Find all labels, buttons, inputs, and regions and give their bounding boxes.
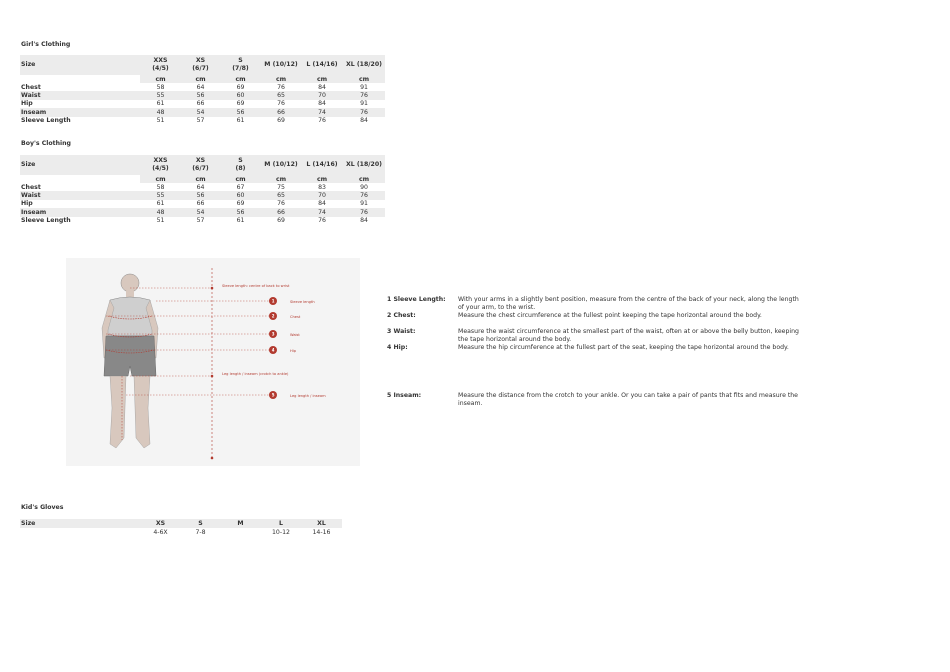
kids-gloves-title: Kid's Gloves: [21, 504, 64, 511]
value-cell: 10-12: [261, 528, 301, 537]
size-header: XL (18/20): [343, 55, 385, 75]
value-cell: 55: [140, 91, 181, 99]
value-cell: 57: [196, 217, 205, 225]
value-cell: 56: [181, 91, 220, 99]
instruction-text: Measure the hip circumference at the fullest part of the seat, keeping the tape horizontal around the body.: [458, 344, 789, 351]
svg-text:Leg length / inseam: Leg length / inseam: [290, 394, 326, 398]
size-header: XL (18/20): [343, 155, 385, 175]
unit-cell: cm: [343, 175, 385, 183]
value-cell: 56: [181, 191, 220, 199]
value-cell: 4-6X: [140, 528, 181, 537]
value-cell: 75: [277, 183, 285, 191]
table-header-row: [20, 155, 385, 175]
value-cell: [220, 528, 261, 537]
svg-text:3: 3: [271, 331, 275, 337]
value-cell: 66: [261, 208, 301, 216]
size-header: XS (6/7): [181, 55, 220, 75]
table-row: [20, 208, 385, 216]
instruction-key: 3 Waist:: [387, 328, 416, 335]
value-cell: 61: [156, 200, 165, 208]
boys-clothing-title: Boy's Clothing: [21, 140, 71, 147]
svg-text:Sleeve length: Sleeve length: [290, 300, 315, 304]
value-cell: 84: [360, 217, 368, 225]
value-cell: 76: [343, 191, 385, 199]
value-cell: 76: [318, 117, 326, 125]
table-header-row: [20, 55, 385, 75]
svg-text:Hip: Hip: [290, 349, 296, 353]
value-cell: 76: [277, 200, 285, 208]
value-cell: 76: [343, 91, 385, 99]
size-header: L (14/16): [301, 155, 343, 175]
value-cell: 83: [318, 183, 326, 191]
unit-cell: cm: [261, 175, 301, 183]
value-cell: 84: [318, 100, 326, 108]
row-label: Hip: [21, 100, 33, 108]
units-row: [20, 175, 385, 183]
row-label: Waist: [20, 91, 140, 99]
size-header: M (10/12): [261, 155, 301, 175]
girls-clothing-title: Girl's Clothing: [21, 41, 71, 48]
svg-text:5: 5: [271, 392, 275, 398]
value-cell: 69: [236, 100, 245, 108]
size-header: S (8): [220, 155, 261, 175]
value-cell: 91: [360, 100, 368, 108]
unit-cell: cm: [301, 75, 343, 83]
size-header: L: [261, 519, 301, 528]
value-cell: 60: [220, 191, 261, 199]
table-row: [20, 217, 385, 225]
table-row: [20, 183, 385, 191]
value-cell: 76: [343, 108, 385, 116]
size-header: XXS (4/5): [140, 155, 181, 175]
value-cell: 69: [236, 83, 245, 91]
value-cell: 65: [261, 191, 301, 199]
marker-2: [269, 312, 301, 320]
value-cell: 91: [360, 83, 368, 91]
size-header: L (14/16): [301, 55, 343, 75]
value-cell: 90: [360, 183, 368, 191]
svg-text:2: 2: [271, 313, 275, 319]
unit-cell: cm: [220, 75, 261, 83]
table-row: [20, 200, 385, 208]
svg-text:Chest: Chest: [290, 315, 301, 319]
gloves-size-table: [20, 519, 342, 537]
table-header-row: [20, 519, 342, 528]
value-cell: 48: [140, 208, 181, 216]
value-cell: 58: [156, 183, 165, 191]
marker-4: [269, 346, 297, 354]
units-row: [20, 75, 385, 83]
instruction-key: 2 Chest:: [387, 312, 416, 319]
value-cell: 76: [318, 217, 326, 225]
value-cell: 70: [301, 191, 343, 199]
row-label: Sleeve Length: [21, 217, 71, 225]
value-cell: 61: [236, 217, 245, 225]
instruction-text: Measure the waist circumference at the smallest part of the waist, often at or above the belly button, keeping the tape horizontal around the body.: [458, 328, 799, 343]
body-silhouette: [102, 274, 158, 448]
size-header: XS (6/7): [181, 155, 220, 175]
table-row: [20, 108, 385, 116]
value-cell: 61: [236, 117, 245, 125]
instruction-key: 4 Hip:: [387, 344, 408, 351]
value-cell: 66: [196, 100, 205, 108]
table-row: [20, 191, 385, 199]
marker-1: [269, 297, 315, 305]
value-cell: 74: [301, 208, 343, 216]
size-label: Size: [20, 155, 140, 175]
figure-top-label: Sleeve length: centre of back to wrist: [222, 284, 290, 288]
table-row: [20, 100, 385, 108]
value-cell: 64: [196, 183, 205, 191]
unit-cell: cm: [261, 75, 301, 83]
value-cell: 66: [261, 108, 301, 116]
row-label: Hip: [21, 200, 33, 208]
value-cell: 48: [140, 108, 181, 116]
svg-text:Waist: Waist: [290, 333, 300, 337]
value-cell: 69: [277, 217, 285, 225]
value-cell: 54: [181, 208, 220, 216]
measurement-figure: [66, 258, 360, 466]
instruction-text: With your arms in a slightly bent position, measure from the centre of the back of your neck, along the length of your arm, to the wrist.: [458, 296, 799, 311]
value-cell: 69: [277, 117, 285, 125]
svg-text:4: 4: [271, 347, 275, 353]
value-cell: 84: [318, 83, 326, 91]
boys-size-table: [20, 155, 385, 225]
unit-cell: cm: [181, 175, 220, 183]
value-cell: 91: [360, 200, 368, 208]
value-cell: 57: [196, 117, 205, 125]
figure-leg-label: Leg length / inseam (crotch to ankle): [222, 372, 289, 376]
size-header: XS: [140, 519, 181, 528]
girls-size-table: [20, 55, 385, 125]
table-row: [20, 91, 385, 99]
size-header: XXS (4/5): [140, 55, 181, 75]
instruction-key: 1 Sleeve Length:: [387, 296, 446, 303]
row-label: Sleeve Length: [21, 117, 71, 125]
size-header: S: [181, 519, 220, 528]
unit-cell: cm: [343, 75, 385, 83]
row-label: Inseam: [20, 108, 140, 116]
value-cell: 14-16: [301, 528, 342, 537]
size-label: Size: [20, 55, 140, 75]
value-cell: 74: [301, 108, 343, 116]
size-label: Size: [20, 519, 140, 528]
value-cell: 51: [156, 117, 165, 125]
marker-3: [269, 330, 300, 338]
value-cell: 76: [343, 208, 385, 216]
value-cell: 76: [277, 83, 285, 91]
table-row: [20, 83, 385, 91]
instruction-key: 5 Inseam:: [387, 392, 422, 399]
value-cell: 69: [236, 200, 245, 208]
size-header: M (10/12): [261, 55, 301, 75]
value-cell: 76: [277, 100, 285, 108]
unit-cell: cm: [301, 175, 343, 183]
value-cell: 61: [156, 100, 165, 108]
row-label: Chest: [21, 183, 41, 191]
value-cell: 84: [318, 200, 326, 208]
value-cell: 70: [301, 91, 343, 99]
value-cell: 56: [220, 208, 261, 216]
unit-cell: cm: [181, 75, 220, 83]
unit-cell: cm: [220, 175, 261, 183]
unit-cell: cm: [140, 75, 181, 83]
row-label: Chest: [21, 83, 41, 91]
row-label: Waist: [20, 191, 140, 199]
value-cell: 51: [156, 217, 165, 225]
svg-text:1: 1: [271, 298, 275, 304]
row-label: Inseam: [20, 208, 140, 216]
value-cell: 66: [196, 200, 205, 208]
instruction-text: Measure the chest circumference at the fullest point keeping the tape horizontal around the body.: [458, 312, 762, 319]
value-cell: 55: [140, 191, 181, 199]
value-cell: 65: [261, 91, 301, 99]
table-row: [20, 528, 342, 537]
value-cell: 56: [220, 108, 261, 116]
value-cell: 7-8: [181, 528, 220, 537]
body-diagram: [66, 258, 360, 466]
table-row: [20, 117, 385, 125]
value-cell: 64: [196, 83, 205, 91]
value-cell: 54: [181, 108, 220, 116]
value-cell: 58: [156, 83, 165, 91]
marker-5: [269, 391, 326, 399]
size-header: M: [220, 519, 261, 528]
value-cell: 84: [360, 117, 368, 125]
size-header: S (7/8): [220, 55, 261, 75]
value-cell: 67: [236, 183, 245, 191]
value-cell: 60: [220, 91, 261, 99]
unit-cell: cm: [140, 175, 181, 183]
size-header: XL: [301, 519, 342, 528]
instruction-text: Measure the distance from the crotch to your ankle. Or you can take a pair of pants that fits and measure the inseam.: [458, 392, 798, 407]
